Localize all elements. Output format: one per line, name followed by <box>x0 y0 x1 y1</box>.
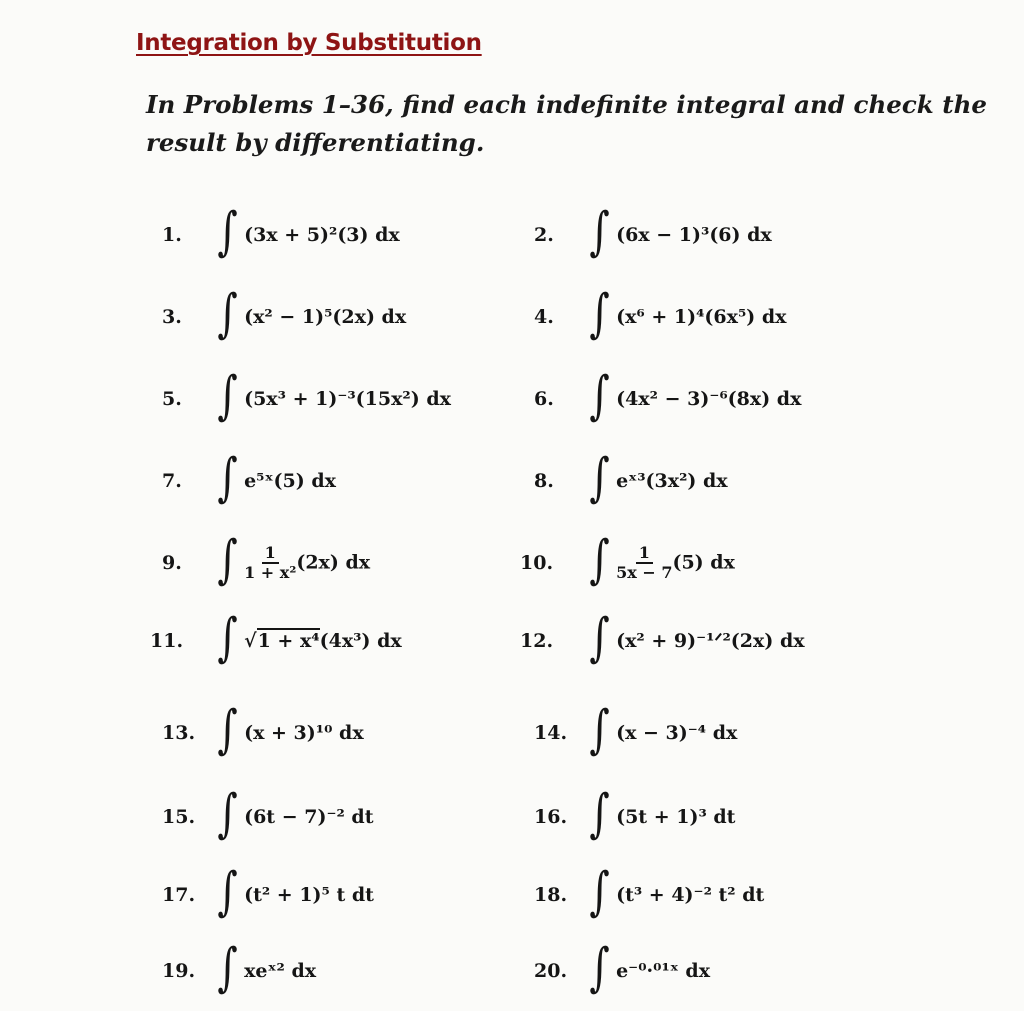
fraction-numerator: 1 <box>636 544 653 564</box>
integrand: eˣ³(3x²) dx <box>616 470 728 492</box>
problem-number: 4. <box>534 306 554 328</box>
fraction-denominator: 1 + x² <box>244 563 297 582</box>
problem-number: 15. <box>162 806 196 828</box>
problem-3 <box>162 286 522 348</box>
problem-number: 2. <box>534 224 554 246</box>
integral-sign: ∫ <box>589 608 610 668</box>
integral-sign: ∫ <box>217 784 238 844</box>
integrand: (x² + 9)⁻¹ᐟ²(2x) dx <box>616 630 805 652</box>
integral-sign: ∫ <box>217 700 238 760</box>
problem-10 <box>520 532 880 594</box>
problem-7 <box>162 450 522 512</box>
integrand <box>244 630 402 652</box>
problem-5 <box>162 368 522 430</box>
problem-number: 9. <box>162 552 182 574</box>
integrand: (5t + 1)³ dt <box>616 806 736 828</box>
integral-sign: ∫ <box>217 608 238 668</box>
fraction <box>244 544 296 583</box>
integral-sign: ∫ <box>589 366 610 426</box>
problem-number: 20. <box>534 960 568 982</box>
integral-sign: ∫ <box>589 938 610 998</box>
problem-number: 1. <box>162 224 182 246</box>
integrand <box>616 544 735 583</box>
integral-sign: ∫ <box>217 366 238 426</box>
problem-18 <box>534 864 894 926</box>
integral-sign: ∫ <box>589 202 610 262</box>
integral-sign: ∫ <box>589 530 610 590</box>
integral-sign: ∫ <box>589 862 610 922</box>
problem-number: 18. <box>534 884 568 906</box>
integral-sign: ∫ <box>217 862 238 922</box>
problem-16 <box>534 786 894 848</box>
integrand: xeˣ² dx <box>244 960 317 982</box>
integrand-tail: (5) dx <box>672 551 735 573</box>
integral-sign: ∫ <box>217 938 238 998</box>
integrand: e⁻⁰·⁰¹ˣ dx <box>616 960 711 982</box>
integral-sign: ∫ <box>589 448 610 508</box>
integrand: (5x³ + 1)⁻³(15x²) dx <box>244 388 451 410</box>
problem-number: 5. <box>162 388 182 410</box>
problem-number: 14. <box>534 722 568 744</box>
integrand: (t² + 1)⁵ t dt <box>244 884 374 906</box>
integral-sign: ∫ <box>217 530 238 590</box>
problem-number: 12. <box>520 630 554 652</box>
problem-8 <box>534 450 894 512</box>
problem-4 <box>534 286 894 348</box>
worksheet-title: Integration by Substitution <box>136 30 482 56</box>
problem-20 <box>534 940 894 1002</box>
fraction <box>616 544 672 583</box>
problem-number: 13. <box>162 722 196 744</box>
integrand: (x² − 1)⁵(2x) dx <box>244 306 407 328</box>
problem-13 <box>162 702 522 764</box>
integral-sign: ∫ <box>217 448 238 508</box>
problem-number: 7. <box>162 470 182 492</box>
problem-11 <box>150 610 510 672</box>
instructions: In Problems 1–36, find each indefinite integral and check the result by differentiating. <box>146 90 987 157</box>
radicand: 1 + x⁴ <box>257 630 320 652</box>
problem-19 <box>162 940 522 1002</box>
integrand: (x⁶ + 1)⁴(6x⁵) dx <box>616 306 787 328</box>
problem-number: 11. <box>150 630 184 652</box>
integrand: (6t − 7)⁻² dt <box>244 806 374 828</box>
problem-number: 17. <box>162 884 196 906</box>
integrand: e⁵ˣ(5) dx <box>244 470 336 492</box>
problem-17 <box>162 864 522 926</box>
problem-14 <box>534 702 894 764</box>
problem-6 <box>534 368 894 430</box>
integrand <box>244 544 370 583</box>
integral-sign: ∫ <box>217 284 238 344</box>
problem-15 <box>162 786 522 848</box>
integral-sign: ∫ <box>589 784 610 844</box>
problem-number: 10. <box>520 552 554 574</box>
integrand-tail: (2x) dx <box>296 551 371 573</box>
problem-9 <box>162 532 522 594</box>
problem-number: 8. <box>534 470 554 492</box>
problem-number: 16. <box>534 806 568 828</box>
integral-sign: ∫ <box>217 202 238 262</box>
problem-number: 3. <box>162 306 182 328</box>
integrand-tail: (4x³) dx <box>319 630 402 652</box>
integrand: (6x − 1)³(6) dx <box>616 224 772 246</box>
problem-12 <box>520 610 880 672</box>
sqrt-icon: √ <box>244 630 257 652</box>
integral-sign: ∫ <box>589 700 610 760</box>
integrand: (x − 3)⁻⁴ dx <box>616 722 738 744</box>
problem-1 <box>162 204 522 266</box>
integral-sign: ∫ <box>589 284 610 344</box>
integrand: (x + 3)¹⁰ dx <box>244 722 364 744</box>
problem-number: 19. <box>162 960 196 982</box>
integrand: (3x + 5)²(3) dx <box>244 224 400 246</box>
problem-2 <box>534 204 894 266</box>
integrand: (t³ + 4)⁻² t² dt <box>616 884 765 906</box>
integrand: (4x² − 3)⁻⁶(8x) dx <box>616 388 802 410</box>
problem-number: 6. <box>534 388 554 410</box>
fraction-numerator: 1 <box>262 544 279 564</box>
fraction-denominator: 5x − 7 <box>616 563 673 582</box>
